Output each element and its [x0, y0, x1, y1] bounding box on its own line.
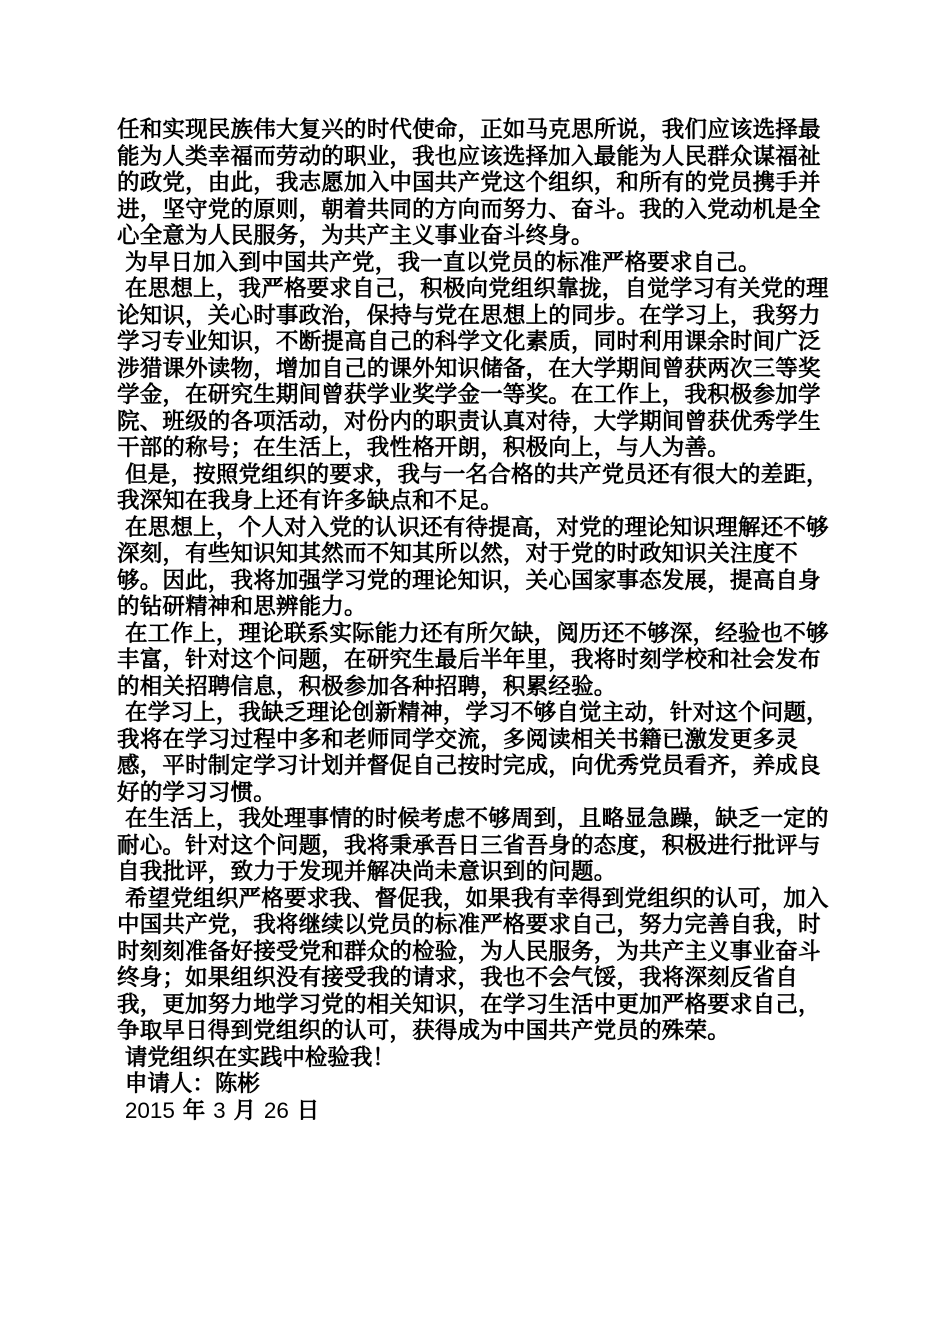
paragraph-6: 在工作上，理论联系实际能力还有所欠缺，阅历还不够深，经验也不够丰富，针对这个问题，在研究生最后半年里，我将时刻学校和社会发布的相关招聘信息，积极参加各种招聘，积累经验。 [117, 620, 829, 700]
paragraph-7: 在学习上，我缺乏理论创新精神，学习不够自觉主动，针对这个问题，我将在学习过程中多和老师同学交流，多阅读相关书籍已激发更多灵感，平时制定学习计划并督促自己按时完成，向优秀党员看齐，养成良好的学习习惯。 [117, 700, 829, 806]
date-year-unit: 年 [182, 1097, 206, 1124]
date-day: 26 [263, 1097, 289, 1123]
paragraph-9: 希望党组织严格要求我、督促我，如果我有幸得到党组织的认可，加入中国共产党，我将继续以党员的标准严格要求自己，努力完善自我，时时刻刻准备好接受党和群众的检验，为人民服务，为共产主义事业奋斗终身；如果组织没有接受我的请求，我也不会气馁，我将深刻反省自我，更加努力地学习党的相关知识，在学习生活中更加严格要求自己，争取早日得到党组织的认可，获得成为中国共产党员的殊荣。 [117, 885, 829, 1044]
document-body [117, 117, 837, 1124]
closing-line: 请党组织在实践中检验我！ [117, 1044, 395, 1071]
signature-date [117, 1098, 837, 1125]
paragraph-5: 在思想上，个人对入党的认识还有待提高，对党的理论知识理解还不够深刻，有些知识知其然而不知其所以然，对于党的时政知识关注度不够。因此，我将加强学习党的理论知识，关心国家事态发展，提高自身的钻研精神和思辨能力。 [117, 514, 829, 620]
date-month-unit: 月 [233, 1097, 256, 1124]
applicant-line: 申请人：陈彬 [117, 1071, 260, 1097]
paragraph-8: 在生活上，我处理事情的时候考虑不够周到，且略显急躁，缺乏一定的耐心。针对这个问题，我将秉承吾日三省吾身的态度，积极进行批评与自我批评，致力于发现并解决尚未意识到的问题。 [117, 806, 829, 885]
date-month: 3 [213, 1097, 226, 1123]
paragraph-1: 任和实现民族伟大复兴的时代使命，正如马克思所说，我们应该选择最能为人类幸福而劳动的职业，我也应该选择加入最能为人民群众谋福祉的政党，由此，我志愿加入中国共产党这个组织，和所有的党员携手并进，坚守党的原则，朝着共同的方向而努力、奋斗。我的入党动机是全心全意为人民服务，为共产主义事业奋斗终身。 [117, 117, 821, 249]
date-year: 2015 [124, 1097, 175, 1123]
paragraph-4: 但是，按照党组织的要求，我与一名合格的共产党员还有很大的差距，我深知在我身上还有许多缺点和不足。 [117, 461, 829, 514]
paragraph-3: 在思想上，我严格要求自己，积极向党组织靠拢，自觉学习有关党的理论知识，关心时事政治，保持与党在思想上的同步。在学习上，我努力学习专业知识，不断提高自己的科学文化素质，同时利用课余时间广泛涉猎课外读物，增加自己的课外知识储备，在大学期间曾获两次三等奖学金，在研究生期间曾获学业奖学金一等奖。在工作上，我积极参加学院、班级的各项活动，对份内的职责认真对待，大学期间曾获优秀学生干部的称号；在生活上，我性格开朗，积极向上，与人为善。 [117, 276, 829, 461]
date-day-unit: 日 [296, 1097, 320, 1124]
paragraph-2: 为早日加入到中国共产党，我一直以党员的标准严格要求自己。 [117, 249, 761, 276]
